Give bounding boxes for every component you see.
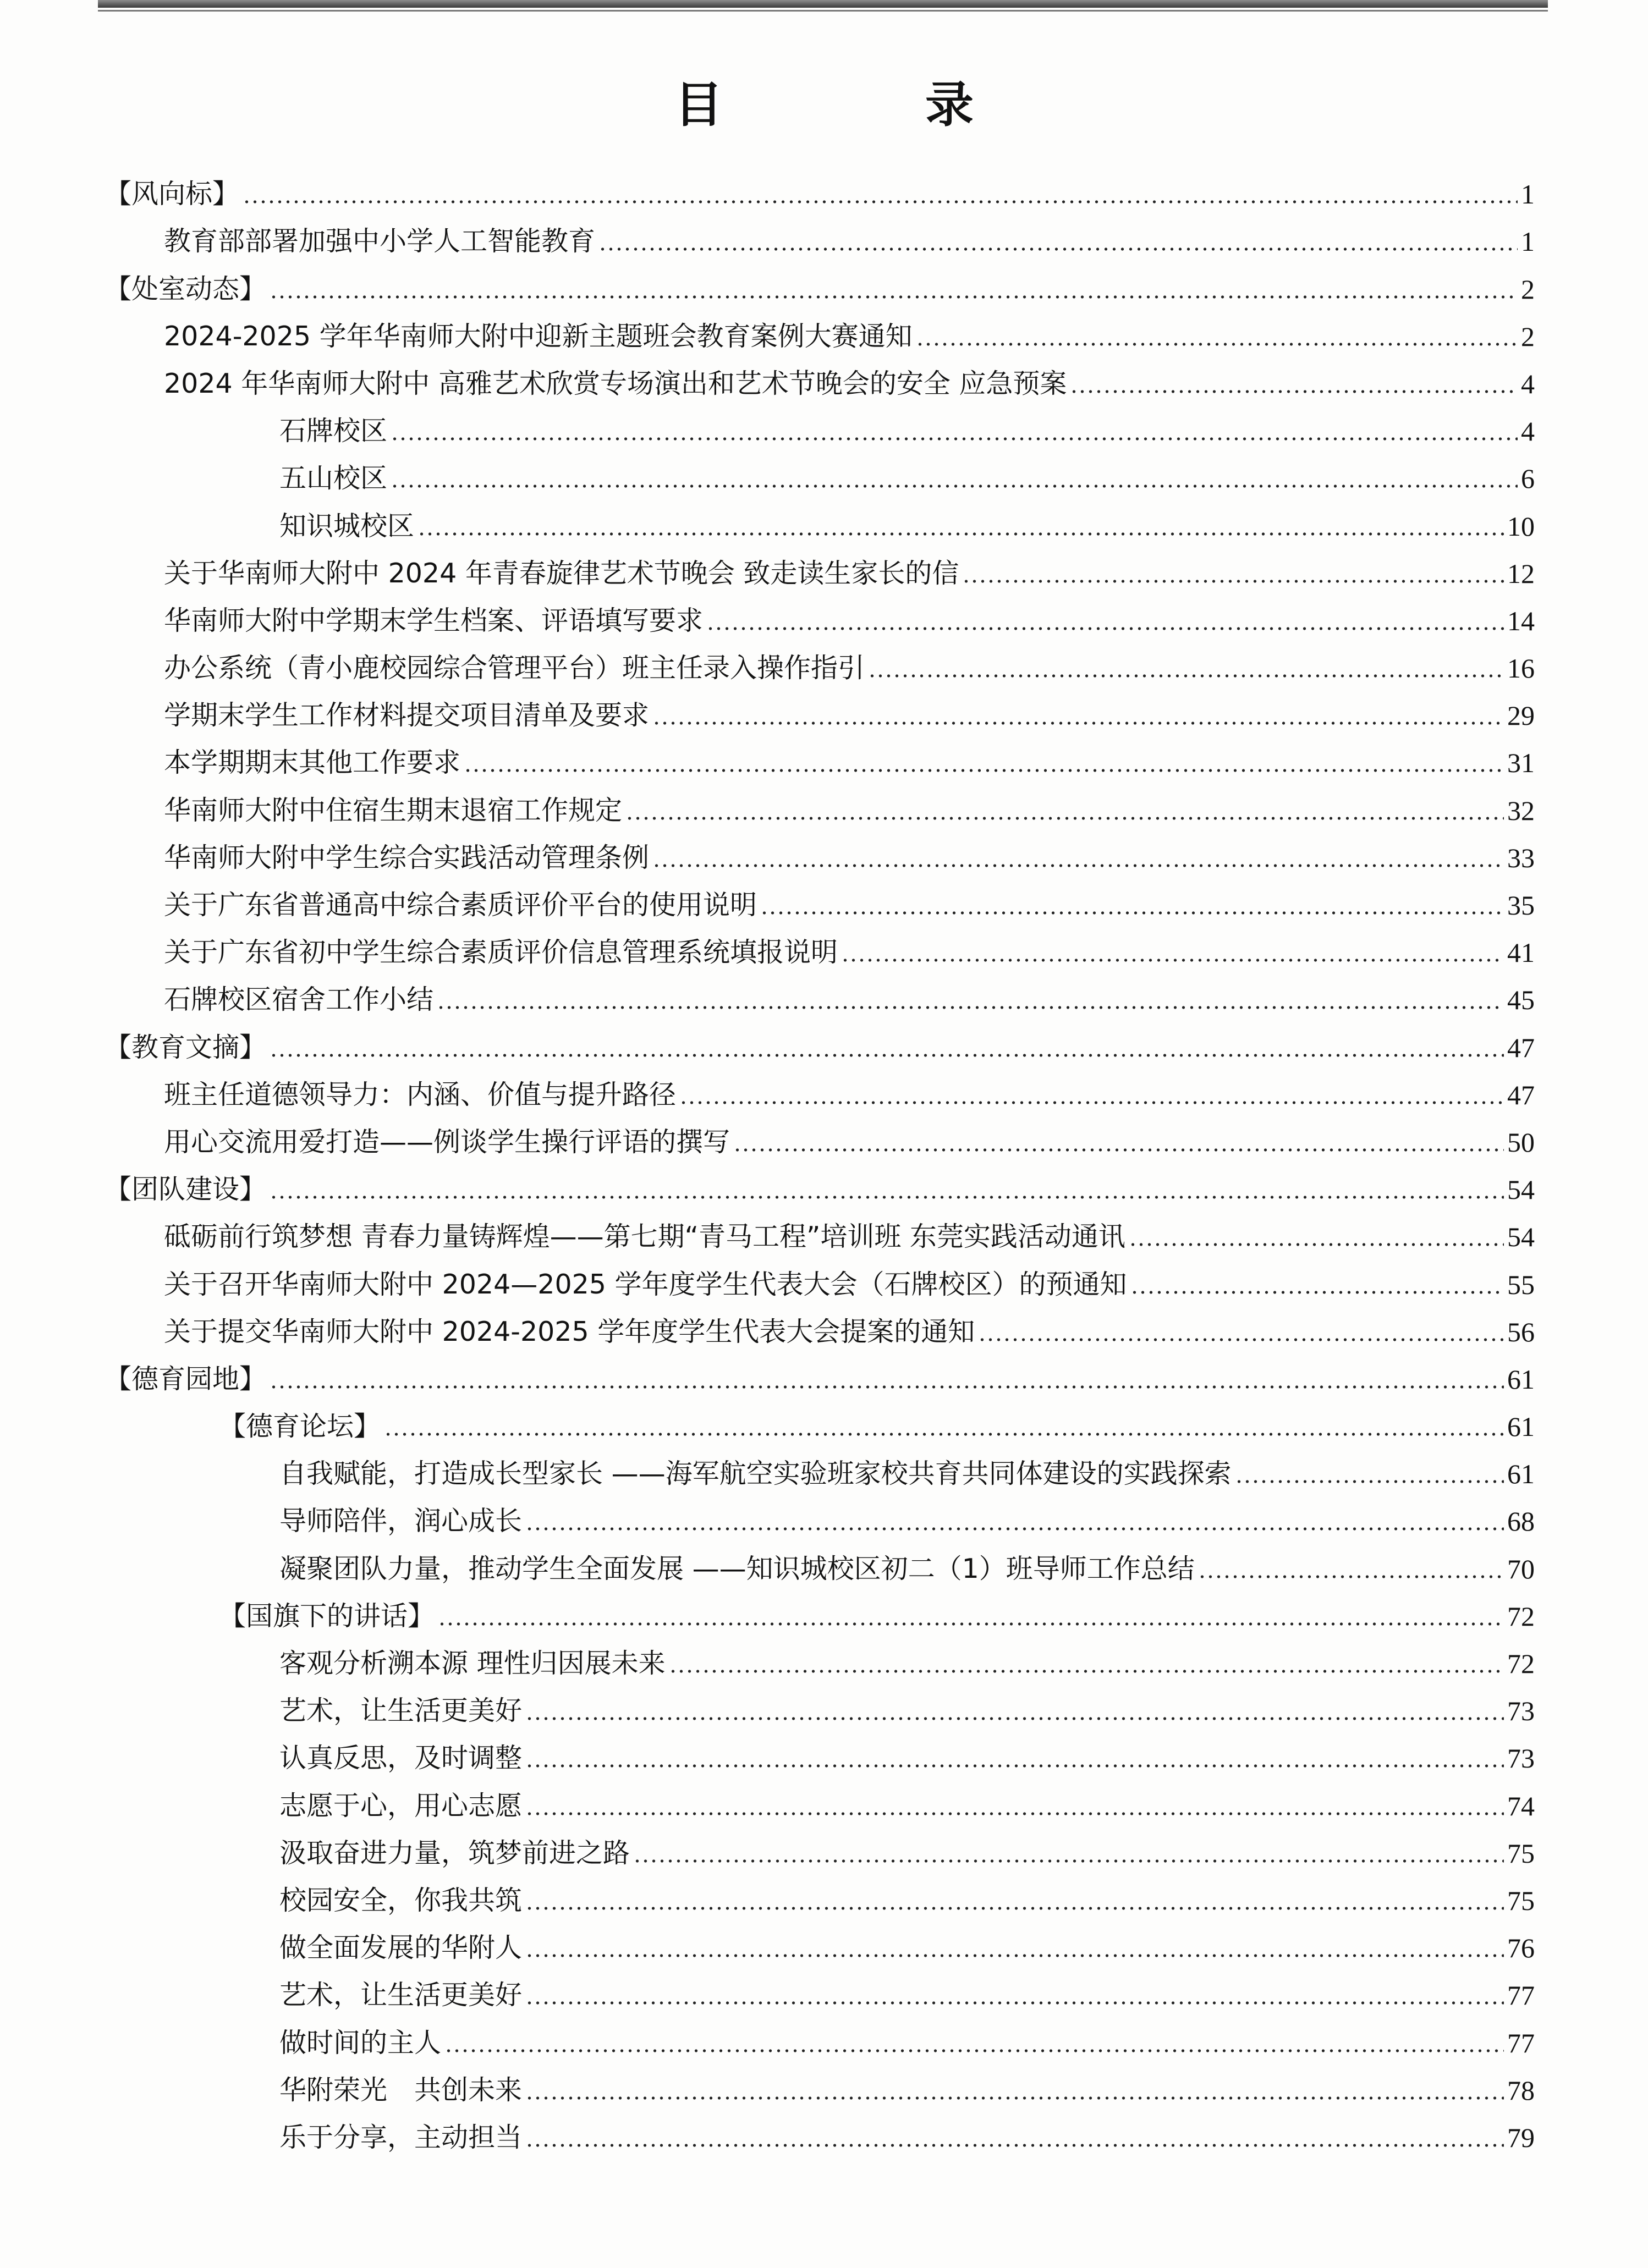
toc-entry[interactable] — [105, 1920, 1535, 1968]
toc-entry[interactable] — [105, 1683, 1535, 1731]
toc-entry-title: 【团队建设】 — [105, 1174, 267, 1205]
dot-leader — [243, 200, 1518, 203]
toc-entry[interactable] — [105, 2063, 1535, 2110]
toc-entry-title: 【国旗下的讲话】 — [219, 1600, 435, 1632]
toc-section[interactable] — [105, 167, 1535, 214]
toc-page-number: 33 — [1507, 842, 1535, 873]
dot-leader — [525, 1907, 1504, 1910]
toc-entry[interactable] — [105, 1304, 1535, 1352]
toc-entry[interactable] — [105, 1257, 1535, 1304]
toc-section[interactable] — [105, 261, 1535, 309]
dot-leader — [1198, 1575, 1504, 1578]
toc-entry-title: 关于召开华南师大附中 2024—2025 学年度学生代表大会（石牌校区）的预通知 — [164, 1268, 1127, 1300]
toc-entry[interactable] — [105, 1067, 1535, 1115]
toc-entry-title: 关于广东省初中学生综合素质评价信息管理系统填报说明 — [164, 937, 838, 968]
dot-leader — [525, 1527, 1504, 1531]
toc-entry-title: 【风向标】 — [105, 178, 240, 210]
toc-entry-title: 认真反思，及时调整 — [279, 1742, 523, 1774]
toc-entry[interactable] — [105, 356, 1535, 404]
toc-entry[interactable] — [105, 735, 1535, 783]
toc-entry-title: 办公系统（青小鹿校园综合管理平台）班主任录入操作指引 — [164, 652, 865, 684]
toc-entry[interactable] — [105, 1494, 1535, 1541]
toc-page-number: 50 — [1507, 1126, 1535, 1158]
toc-page-number: 54 — [1507, 1174, 1535, 1205]
dot-leader — [391, 437, 1518, 441]
toc-entry-title: 班主任道德领导力：内涵、价值与提升路径 — [164, 1078, 677, 1110]
toc-section[interactable] — [105, 1162, 1535, 1209]
toc-entry[interactable] — [105, 1115, 1535, 1162]
toc-entry-title: 校园安全，你我共筑 — [279, 1884, 523, 1916]
toc-entry[interactable] — [105, 1446, 1535, 1494]
top-border-thin-rule — [98, 10, 1548, 12]
dot-leader — [391, 485, 1518, 488]
toc-entry[interactable] — [105, 925, 1535, 972]
toc-page-number: 77 — [1507, 2027, 1535, 2058]
toc-entry-title: 客观分析溯本源 理性归因展未来 — [279, 1648, 666, 1679]
page-title: 目 录 — [674, 76, 1051, 133]
toc-page-number: 45 — [1507, 984, 1535, 1016]
toc-entry-title: 【教育文摘】 — [105, 1031, 267, 1063]
toc-entry[interactable] — [105, 498, 1535, 546]
toc-entry-title: 【德育园地】 — [105, 1363, 267, 1395]
toc-entry[interactable] — [105, 1873, 1535, 1920]
dot-leader — [270, 1385, 1504, 1389]
toc-entry-title: 华南师大附中学生综合实践活动管理条例 — [164, 841, 650, 873]
toc-page-number: 74 — [1507, 1790, 1535, 1821]
toc-section[interactable] — [105, 1020, 1535, 1067]
toc-page-number: 47 — [1507, 1079, 1535, 1110]
toc-page-number: 2 — [1521, 321, 1535, 352]
toc-entry-title: 华南师大附中学期末学生档案、评语填写要求 — [164, 604, 704, 636]
toc-page-number: 10 — [1507, 510, 1535, 542]
toc-entry[interactable] — [105, 309, 1535, 356]
toc-page-number: 14 — [1507, 605, 1535, 636]
toc-page-number: 79 — [1507, 2122, 1535, 2153]
toc-entry-title: 凝聚团队力量，推动学生全面发展 ——知识城校区初二（1）班导师工作总结 — [279, 1553, 1195, 1584]
toc-page-number: 77 — [1507, 1980, 1535, 2011]
toc-entry[interactable] — [105, 1541, 1535, 1588]
toc-entry-title: 关于广东省普通高中综合素质评价平台的使用说明 — [164, 889, 757, 921]
toc-entry[interactable] — [105, 972, 1535, 1020]
toc-entry[interactable] — [105, 1826, 1535, 1873]
toc-page-number: 1 — [1521, 226, 1535, 257]
toc-page-number: 4 — [1521, 368, 1535, 399]
dot-leader — [706, 627, 1504, 630]
toc-entry[interactable] — [105, 404, 1535, 451]
dot-leader — [270, 1054, 1504, 1057]
toc-page-number: 78 — [1507, 2074, 1535, 2106]
toc-entry-title: 志愿于心，用心志愿 — [279, 1790, 523, 1821]
toc-page-number: 1 — [1521, 179, 1535, 210]
dot-leader — [270, 295, 1518, 299]
dot-leader — [760, 911, 1504, 915]
toc-page-number: 54 — [1507, 1221, 1535, 1253]
toc-page-number: 35 — [1507, 890, 1535, 921]
toc-page-number: 76 — [1507, 1933, 1535, 1964]
toc-entry-title: 石牌校区 — [279, 415, 388, 447]
toc-entry[interactable] — [105, 688, 1535, 735]
toc-entry-title: 汲取奋进力量，筑梦前进之路 — [279, 1837, 630, 1869]
dot-leader — [652, 864, 1504, 867]
toc-subsection[interactable] — [105, 1399, 1535, 1446]
toc-page-number: 68 — [1507, 1506, 1535, 1537]
toc-entry-title: 【德育论坛】 — [219, 1411, 381, 1443]
toc-entry[interactable] — [105, 1636, 1535, 1683]
dot-leader — [270, 1196, 1504, 1199]
toc-entry-title: 艺术，让生活更美好 — [279, 1979, 523, 2011]
dot-leader — [978, 1338, 1504, 1341]
dot-leader — [1129, 1243, 1504, 1246]
toc-entry[interactable] — [105, 830, 1535, 878]
dot-leader — [633, 1859, 1504, 1863]
dot-leader — [438, 1622, 1504, 1626]
toc-entry[interactable] — [105, 2110, 1535, 2157]
toc-entry[interactable] — [105, 641, 1535, 688]
toc-page-number: 56 — [1507, 1316, 1535, 1347]
dot-leader — [464, 769, 1504, 772]
dot-leader — [625, 817, 1504, 820]
toc-entry-title: 做全面发展的华附人 — [279, 1932, 523, 1964]
toc-entry-title: 用心交流用爱打造——例谈学生操行评语的撰写 — [164, 1126, 730, 1158]
toc-page-number: 75 — [1507, 1837, 1535, 1869]
toc-page-number: 61 — [1507, 1458, 1535, 1490]
toc-page-number: 61 — [1507, 1363, 1535, 1395]
toc-entry[interactable] — [105, 451, 1535, 498]
toc-entry[interactable] — [105, 783, 1535, 830]
toc-entry[interactable] — [105, 214, 1535, 261]
dot-leader — [418, 532, 1504, 536]
dot-leader — [525, 1954, 1504, 1957]
top-border-rule — [98, 0, 1548, 8]
dot-leader — [525, 1812, 1504, 1815]
dot-leader — [841, 959, 1504, 962]
toc-page-number: 6 — [1521, 463, 1535, 494]
toc-entry-title: 2024-2025 学年华南师大附中迎新主题班会教育案例大赛通知 — [164, 320, 913, 352]
dot-leader — [598, 247, 1518, 251]
dot-leader — [1070, 390, 1518, 393]
toc-entry-title: 乐于分享，主动担当 — [279, 2121, 523, 2153]
toc-page-number: 4 — [1521, 416, 1535, 447]
toc-page-number: 2 — [1521, 273, 1535, 305]
toc-entry-title: 砥砺前行筑梦想 青春力量铸辉煌——第七期“青马工程”培训班 东莞实践活动通讯 — [164, 1221, 1125, 1253]
toc-page-number: 55 — [1507, 1269, 1535, 1300]
dot-leader — [1235, 1480, 1504, 1483]
toc-entry-title: 关于提交华南师大附中 2024-2025 学年度学生代表大会提案的通知 — [164, 1315, 975, 1347]
toc-entry-title: 教育部部署加强中小学人工智能教育 — [164, 225, 596, 257]
toc-entry-title: 五山校区 — [279, 463, 388, 494]
dot-leader — [525, 1717, 1504, 1720]
toc-entry[interactable] — [105, 593, 1535, 641]
toc-section[interactable] — [105, 1352, 1535, 1399]
toc-entry-title: 华附荣光 共创未来 — [279, 2074, 523, 2106]
toc-entry-title: 导师陪伴，润心成长 — [279, 1505, 523, 1537]
dot-leader — [916, 343, 1518, 346]
table-of-contents — [105, 167, 1535, 2157]
toc-entry[interactable] — [105, 1209, 1535, 1257]
toc-entry-title: 【处室动态】 — [105, 273, 267, 305]
toc-entry-title: 知识城校区 — [279, 510, 415, 542]
dot-leader — [384, 1433, 1504, 1436]
toc-entry[interactable] — [105, 878, 1535, 925]
toc-entry-title: 关于华南师大附中 2024 年青春旋律艺术节晚会 致走读生家长的信 — [164, 557, 959, 589]
toc-page-number: 16 — [1507, 653, 1535, 684]
toc-subsection[interactable] — [105, 1589, 1535, 1636]
toc-page-number: 41 — [1507, 937, 1535, 968]
dot-leader — [525, 2096, 1504, 2100]
toc-page-number: 70 — [1507, 1553, 1535, 1584]
dot-leader — [652, 722, 1504, 725]
toc-entry[interactable] — [105, 546, 1535, 593]
dot-leader — [525, 2144, 1504, 2147]
toc-entry-title: 本学期期末其他工作要求 — [164, 747, 461, 779]
dot-leader — [679, 1101, 1504, 1104]
toc-page-number: 31 — [1507, 747, 1535, 779]
dot-leader — [444, 2049, 1504, 2052]
dot-leader — [525, 1764, 1504, 1768]
toc-entry-title: 学期末学生工作材料提交项目清单及要求 — [164, 700, 650, 731]
toc-page-number: 12 — [1507, 558, 1535, 589]
dot-leader — [733, 1148, 1504, 1152]
dot-leader — [669, 1670, 1504, 1673]
dot-leader — [1130, 1291, 1504, 1294]
dot-leader — [962, 580, 1504, 583]
toc-page-number: 73 — [1507, 1696, 1535, 1727]
toc-entry-title: 做时间的主人 — [279, 2027, 442, 2058]
dot-leader — [868, 674, 1504, 678]
toc-page-number: 47 — [1507, 1032, 1535, 1063]
toc-page-number: 72 — [1507, 1648, 1535, 1679]
toc-entry[interactable] — [105, 2015, 1535, 2062]
toc-entry[interactable] — [105, 1968, 1535, 2015]
toc-page-number: 32 — [1507, 795, 1535, 826]
toc-entry[interactable] — [105, 1778, 1535, 1825]
dot-leader — [525, 2001, 1504, 2005]
toc-page-number: 72 — [1507, 1600, 1535, 1632]
toc-page-number: 61 — [1507, 1411, 1535, 1443]
toc-entry-title: 石牌校区宿舍工作小结 — [164, 984, 434, 1016]
dot-leader — [437, 1006, 1504, 1009]
toc-entry-title: 自我赋能，打造成长型家长 ——海军航空实验班家校共育共同体建设的实践探索 — [279, 1458, 1232, 1490]
toc-entry[interactable] — [105, 1731, 1535, 1778]
toc-page-number: 75 — [1507, 1885, 1535, 1916]
toc-entry-title: 华南师大附中住宿生期末退宿工作规定 — [164, 794, 623, 826]
toc-entry-title: 2024 年华南师大附中 高雅艺术欣赏专场演出和艺术节晚会的安全 应急预案 — [164, 367, 1067, 399]
toc-page-number: 29 — [1507, 700, 1535, 731]
toc-page-number: 73 — [1507, 1743, 1535, 1774]
toc-entry-title: 艺术，让生活更美好 — [279, 1695, 523, 1727]
